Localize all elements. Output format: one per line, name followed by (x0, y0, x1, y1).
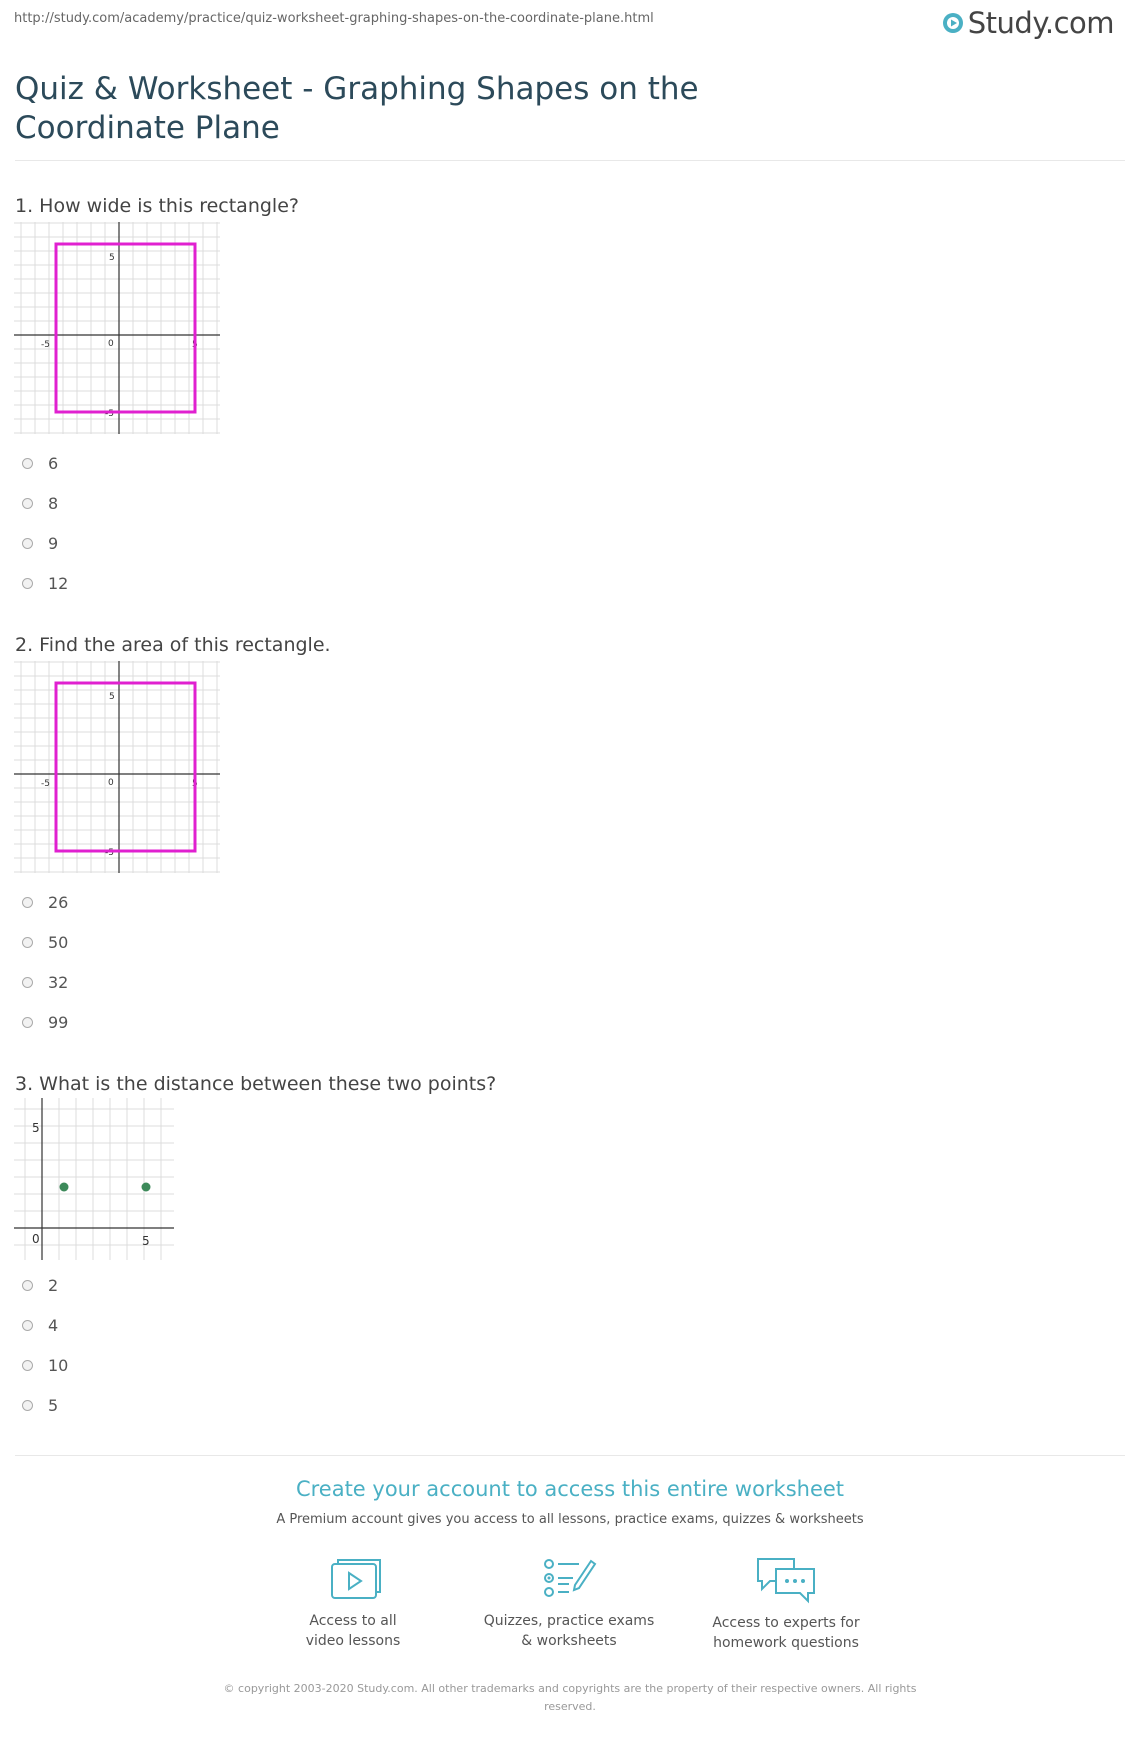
option-label: 50 (48, 932, 69, 952)
answer-option[interactable] (22, 1002, 68, 1042)
option-label: 8 (48, 493, 59, 513)
answer-option[interactable] (22, 882, 68, 922)
radio-button[interactable] (22, 538, 33, 549)
question-2-text: 2. Find the area of this rectangle. (15, 634, 331, 656)
question-1-graph (14, 222, 220, 434)
study-logo[interactable] (942, 6, 1114, 40)
radio-button[interactable] (22, 498, 33, 509)
radio-button[interactable] (22, 1360, 33, 1371)
page-url: http://study.com/academy/practice/quiz-worksheet-graphing-shapes-on-the-coordinate-plane.html (14, 11, 654, 26)
tick-label-x-neg5: -5 (41, 340, 50, 350)
feature-label-line: Access to all (309, 1613, 397, 1629)
tick-label-x-5: 5 (142, 1234, 150, 1248)
question-3-graph (14, 1098, 174, 1260)
chat-bubbles-icon (754, 1555, 818, 1605)
radio-button[interactable] (22, 1320, 33, 1331)
radio-button[interactable] (22, 977, 33, 988)
radio-button[interactable] (22, 897, 33, 908)
feature-experts (686, 1555, 886, 1653)
answer-option[interactable] (22, 1345, 68, 1385)
option-label: 10 (48, 1355, 69, 1375)
option-label: 4 (48, 1315, 59, 1335)
answer-option[interactable] (22, 1265, 68, 1305)
copyright-line: reserved. (544, 1700, 596, 1713)
radio-button[interactable] (22, 458, 33, 469)
radio-button[interactable] (22, 1400, 33, 1411)
feature-quizzes (469, 1555, 669, 1651)
option-label: 2 (48, 1275, 59, 1295)
question-2-options (22, 882, 68, 1042)
point-b (142, 1183, 151, 1192)
question-2-graph (14, 661, 220, 873)
option-label: 26 (48, 892, 69, 912)
feature-label (469, 1611, 669, 1651)
cta-subheading-text: A Premium account gives you access to all lessons, practice exams, quizzes & worksheets (276, 1512, 864, 1527)
grid-lines (14, 222, 220, 434)
cta-heading[interactable] (0, 1477, 1140, 1501)
option-label: 5 (48, 1395, 59, 1415)
feature-label-line: Quizzes, practice exams (483, 1613, 655, 1629)
tick-label-x-5: 5 (192, 340, 198, 350)
answer-option[interactable] (22, 1385, 68, 1425)
tick-label-y-5: 5 (109, 692, 115, 702)
feature-label-line: homework questions (713, 1635, 859, 1651)
copyright-line: © copyright 2003-2020 Study.com. All other trademarks and copyrights are the property of their respective owners. All rights (223, 1682, 917, 1695)
answer-option[interactable] (22, 962, 68, 1002)
cta-heading-link[interactable]: Create your account to access this entire worksheet (295, 1477, 845, 1501)
radio-button[interactable] (22, 1280, 33, 1291)
answer-option[interactable] (22, 563, 68, 603)
feature-label-line: & worksheets (521, 1633, 617, 1649)
radio-button[interactable] (22, 1017, 33, 1028)
option-label: 6 (48, 453, 59, 473)
feature-video-lessons (253, 1555, 453, 1651)
answer-option[interactable] (22, 1305, 68, 1345)
question-3-text: 3. What is the distance between these two points? (15, 1073, 497, 1095)
question-1-options (22, 443, 68, 603)
play-circle-icon (942, 12, 964, 34)
question-3-options (22, 1265, 68, 1425)
answer-option[interactable] (22, 483, 68, 523)
radio-button[interactable] (22, 937, 33, 948)
feature-label (686, 1613, 886, 1653)
option-label: 99 (48, 1012, 69, 1032)
copyright-text (0, 1680, 1140, 1716)
tick-label-origin: 0 (108, 339, 114, 349)
quiz-checklist-icon (539, 1555, 599, 1603)
grid-lines (14, 661, 220, 873)
tick-label-y-neg5: -5 (105, 848, 114, 858)
tick-label-origin: 0 (32, 1232, 40, 1246)
option-label: 9 (48, 533, 59, 553)
logo-text: Study.com (967, 6, 1114, 40)
question-1-text: 1. How wide is this rectangle? (15, 195, 299, 217)
tick-label-y-neg5: -5 (105, 409, 114, 419)
tick-label-y-5: 5 (109, 253, 115, 263)
tick-label-origin: 0 (108, 778, 114, 788)
radio-button[interactable] (22, 578, 33, 589)
answer-option[interactable] (22, 523, 68, 563)
answer-option[interactable] (22, 922, 68, 962)
tick-label-x-neg5: -5 (41, 779, 50, 789)
feature-label (253, 1611, 453, 1651)
tick-label-y-5: 5 (32, 1121, 40, 1135)
divider (15, 1455, 1125, 1456)
video-lesson-icon (323, 1555, 383, 1603)
page-title: Quiz & Worksheet - Graphing Shapes on the Coordinate Plane (15, 71, 699, 146)
cta-subheading (0, 1508, 1140, 1527)
feature-label-line: video lessons (305, 1633, 401, 1649)
point-a (60, 1183, 69, 1192)
option-label: 32 (48, 972, 69, 992)
feature-label-line: Access to experts for (712, 1615, 860, 1631)
answer-option[interactable] (22, 443, 68, 483)
tick-label-x-5: 5 (192, 779, 198, 789)
option-label: 12 (48, 573, 69, 593)
divider (15, 160, 1125, 161)
